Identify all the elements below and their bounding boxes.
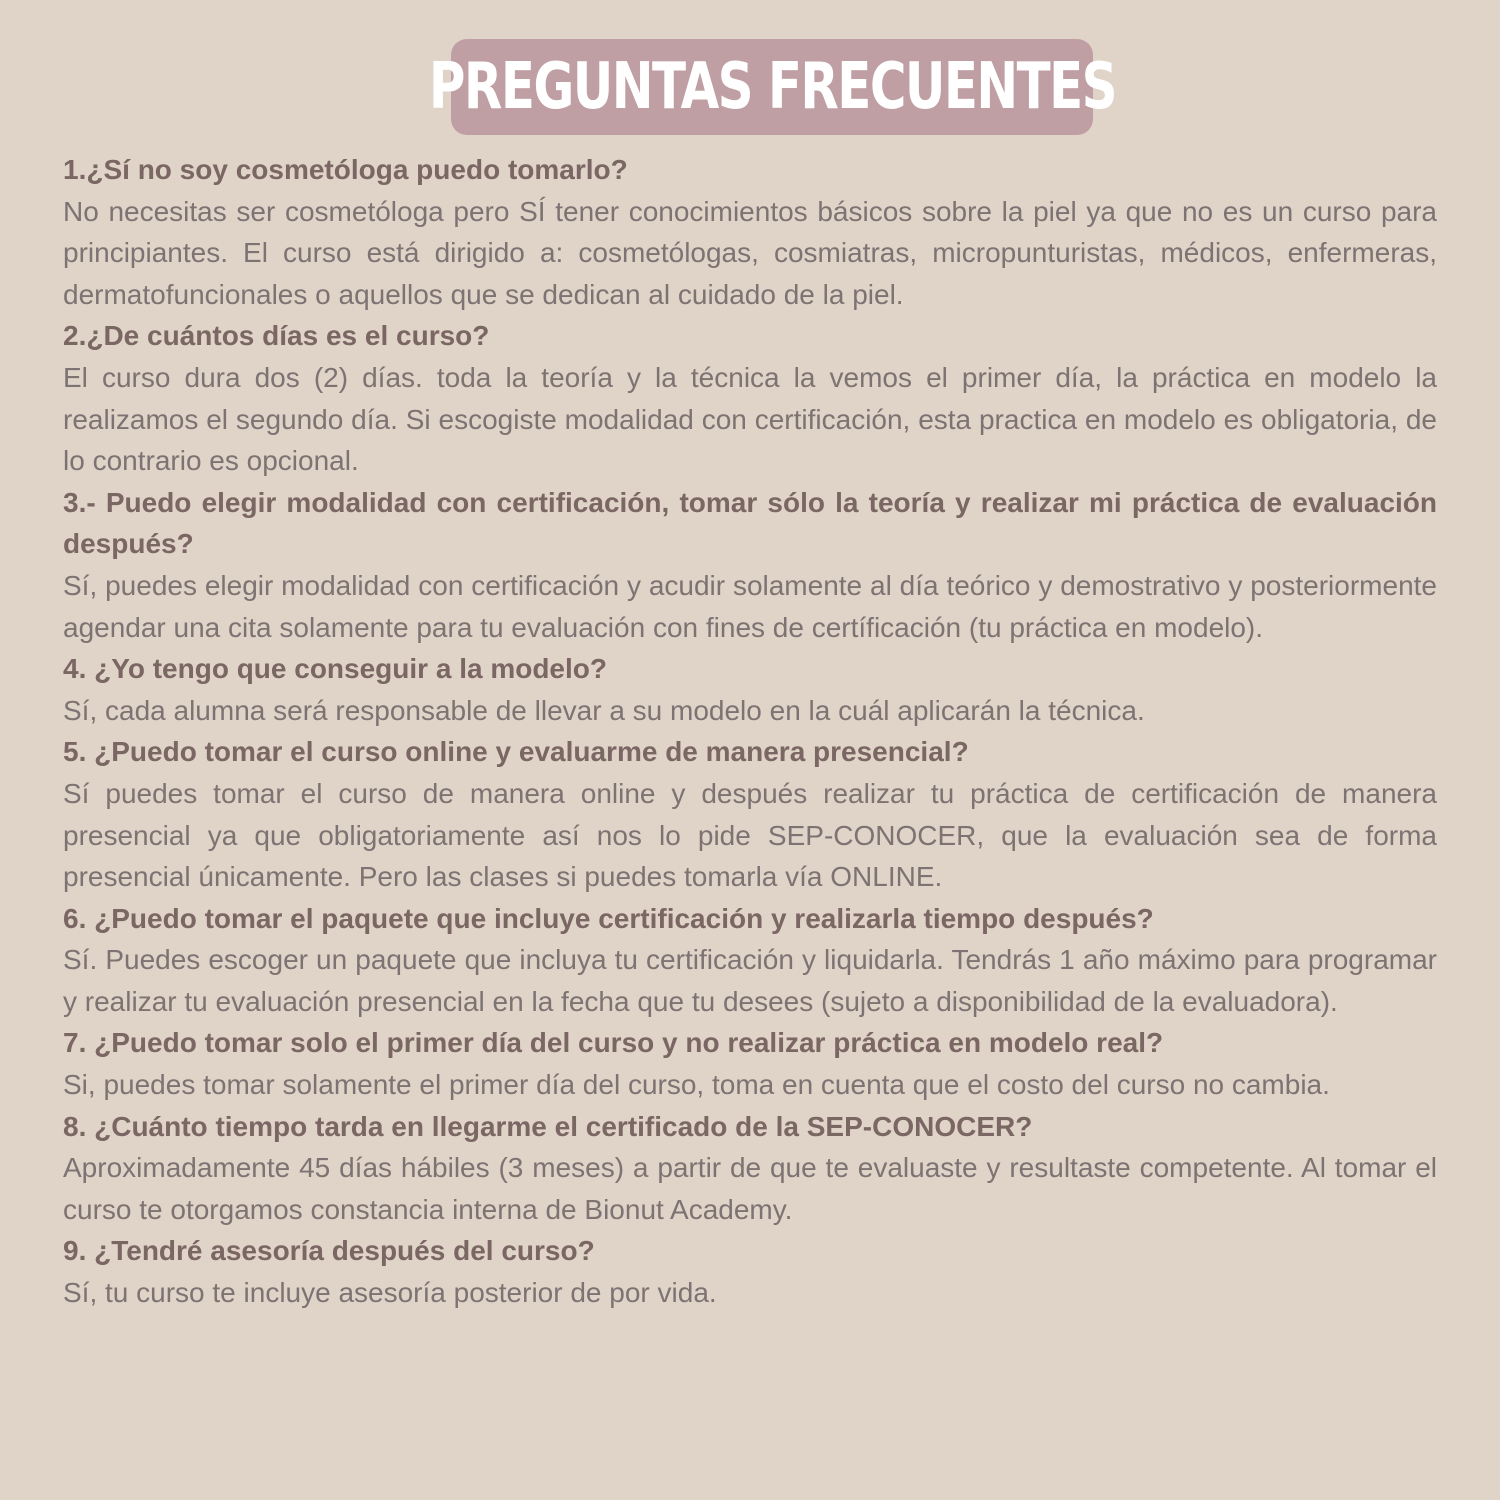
title-badge	[428, 39, 1116, 135]
faq-answer: Sí, puedes elegir modalidad con certificación y acudir solamente al día teórico y demostrativo y posteriormente agendar una cita solamente para tu evaluación con fines de certíficación (tu práctica en modelo).	[63, 569, 1437, 643]
faq-item-2	[63, 315, 1437, 481]
faq-item-1	[63, 149, 1437, 315]
faq-item-4	[63, 648, 1437, 731]
faq-question: 8. ¿Cuánto tiempo tarda en llegarme el certificado de la SEP-CONOCER?	[63, 1110, 1033, 1142]
faq-question: 6. ¿Puedo tomar el paquete que incluye certificación y realizarla tiempo después?	[63, 902, 1154, 934]
faq-item-9	[63, 1230, 1437, 1313]
faq-answer: Sí, cada alumna será responsable de llevar a su modelo en la cuál aplicarán la técnica.	[63, 694, 1145, 726]
faq-answer: Sí, tu curso te incluye asesoría posterior de por vida.	[63, 1277, 717, 1309]
faq-question: 1.¿Sí no soy cosmetóloga puedo tomarlo?	[63, 154, 628, 185]
faq-answer: Aproximadamente 45 días hábiles (3 meses) a partir de que te evaluaste y resultaste competente. Al tomar el curso te otorgamos constancia interna de Bionut Academy.	[63, 1152, 1437, 1225]
faq-answer: Sí. Puedes escoger un paquete que incluya tu certificación y liquidarla. Tendrás 1 año máximo para programar y realizar tu evaluación presencial en la fecha que tu desees (sujeto a disponibilidad de la evaluadora).	[63, 944, 1437, 1017]
faq-item-6	[63, 898, 1437, 1023]
faq-answer: Si, puedes tomar solamente el primer día del curso, toma en cuenta que el costo del curso no cambia.	[63, 1069, 1330, 1101]
faq-item-3	[63, 482, 1437, 648]
faq-item-5	[63, 731, 1437, 897]
faq-question: 2.¿De cuántos días es el curso?	[63, 320, 490, 352]
faq-question: 3.- Puedo elegir modalidad con certificación, tomar sólo la teoría y realizar mi práctica de evaluación después?	[63, 486, 1437, 560]
faq-question: 4. ¿Yo tengo que conseguir a la modelo?	[63, 653, 607, 685]
faq-question: 9. ¿Tendré asesoría después del curso?	[63, 1235, 595, 1267]
page-title: PREGUNTAS FRECUENTES	[428, 50, 1116, 124]
faq-answer: Sí puedes tomar el curso de manera online y después realizar tu práctica de certificación de manera presencial ya que obligatoriamente así nos lo pide SEP-CONOCER, que la evaluación sea de forma presencial únicamente. Pero las clases si puedes tomarla vía ONLINE.	[63, 777, 1437, 893]
faq-question: 5. ¿Puedo tomar el curso online y evaluarme de manera presencial?	[63, 736, 969, 768]
faq-list	[63, 149, 1437, 1314]
faq-item-8	[63, 1106, 1437, 1231]
faq-question: 7. ¿Puedo tomar solo el primer día del curso y no realizar práctica en modelo real?	[63, 1027, 1164, 1059]
faq-item-7	[63, 1022, 1437, 1105]
faq-answer: El curso dura dos (2) días. toda la teoría y la técnica la vemos el primer día, la práctica en modelo la realizamos el segundo día. Si escogiste modalidad con certificación, esta practica en modelo es obligatoria, de lo contrario es opcional.	[63, 361, 1437, 477]
faq-answer: No necesitas ser cosmetóloga pero SÍ tener conocimientos básicos sobre la piel ya que no es un curso para principiantes. El curso está dirigido a: cosmetólogas, cosmiatras, micropunturistas, médicos, enfermeras, dermatofuncionales o aquellos que se dedican al cuidado de la piel.	[63, 195, 1437, 310]
